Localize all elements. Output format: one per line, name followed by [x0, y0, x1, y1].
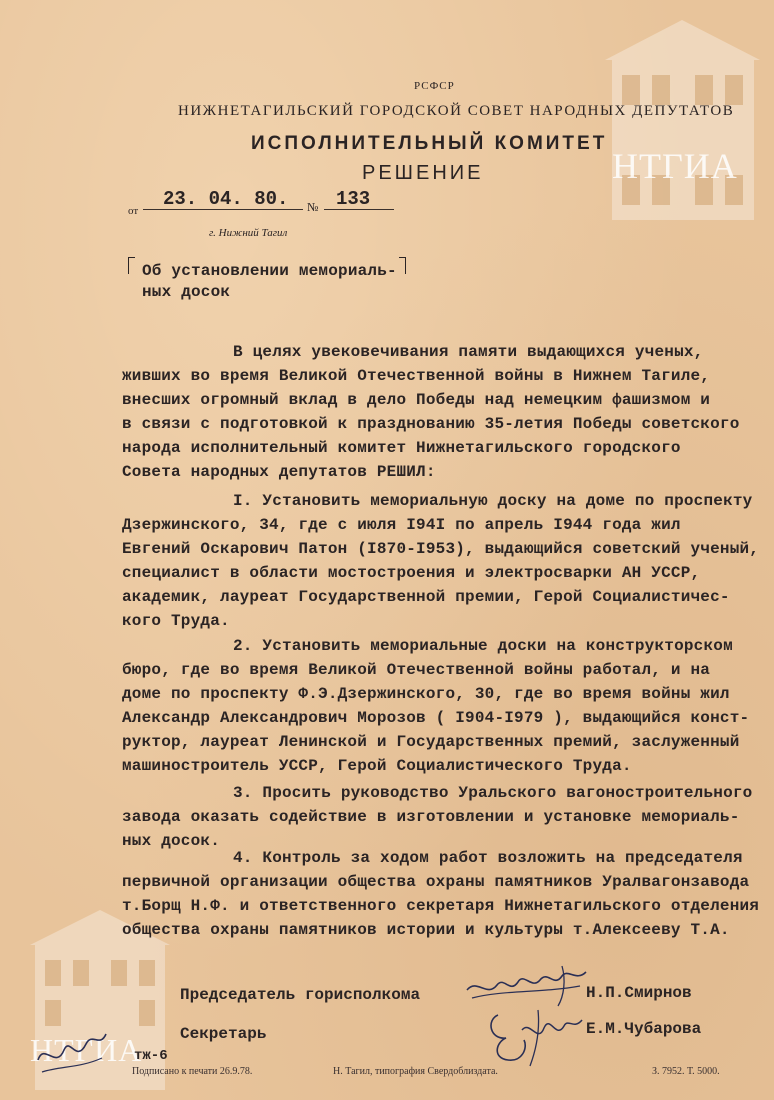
secretary-signature	[478, 1000, 588, 1070]
preamble-line: Совета народных депутатов РЕШИЛ:	[122, 463, 436, 481]
item4-line: 4. Контроль за ходом работ возложить на председателя	[233, 849, 743, 867]
item4-line: общества охраны памятников истории и культуры т.Алексееву Т.А.	[122, 921, 730, 939]
item2-line: руктор, лауреат Ленинской и Государственных премий, заслуженный	[122, 733, 740, 751]
archive-building-watermark	[600, 15, 765, 225]
footer-order: З. 7952. Т. 5000.	[652, 1066, 720, 1077]
margin-scribble	[30, 1020, 110, 1080]
item2-line: бюро, где во время Великой Отечественной войны работал, и на	[122, 661, 711, 679]
preamble-line: живших во время Великой Отечественной войны в Нижнем Тагиле,	[122, 367, 711, 385]
item2-line: Александр Александрович Морозов ( I904-I979 ), выдающийся конст-	[122, 709, 750, 727]
subject-line-1: Об установлении мемориаль-	[142, 262, 397, 280]
typist-mark: тж-6	[134, 1048, 168, 1064]
document-type: РЕШЕНИЕ	[362, 162, 484, 184]
secretary-name: Е.М.Чубарова	[586, 1020, 702, 1038]
item2-line: машиностроитель УССР, Герой Социалистического Труда.	[122, 757, 632, 775]
subject-line-2: ных досок	[142, 283, 231, 301]
committee-title: ИСПОЛНИТЕЛЬНЫЙ КОМИТЕТ	[251, 133, 608, 154]
decision-date: 23. 04. 80.	[163, 188, 289, 210]
item2-line: доме по проспекту Ф.Э.Дзержинского, 30, где во время войны жил	[122, 685, 730, 703]
secretary-label: Секретарь	[180, 1025, 267, 1043]
item1-line: академик, лауреат Государственной премии, Герой Социалистичес-	[122, 588, 730, 606]
item3-line: 3. Просить руководство Уральского вагоностроительного	[233, 784, 753, 802]
preamble-line: В целях увековечивания памяти выдающихся ученых,	[233, 343, 704, 361]
city-label: г. Нижний Тагил	[209, 227, 288, 239]
item4-line: т.Борщ Н.Ф. и ответственного секретаря Нижнетагильского отделения	[122, 897, 760, 915]
council-name: НИЖНЕТАГИЛЬСКИЙ ГОРОДСКОЙ СОВЕТ НАРОДНЫХ ДЕПУТАТОВ	[178, 103, 735, 119]
item3-line: завода оказать содействие в изготовлении и установке мемориаль-	[122, 808, 740, 826]
number-underline	[324, 209, 394, 210]
decision-number: 133	[336, 188, 371, 210]
date-prefix: от	[128, 205, 139, 217]
watermark-text-bottom: НТГИА	[30, 1032, 143, 1068]
subject-bracket-left	[128, 257, 135, 274]
item3-line: ных досок.	[122, 832, 221, 850]
item1-line: Евгений Оскарович Патон (I870-I953), выдающийся советский ученый,	[122, 540, 760, 558]
item4-line: первичной организации общества охраны памятников Уралвагонзавода	[122, 873, 750, 891]
number-prefix: №	[307, 200, 319, 214]
date-underline	[143, 209, 303, 210]
watermark-text-top: НТГИА	[612, 146, 738, 186]
item2-line: 2. Установить мемориальные доски на конструкторском	[233, 637, 733, 655]
item1-line: кого Труда.	[122, 612, 230, 630]
item1-line: Дзержинского, 34, где с июля I94I по апрель I944 года жил	[122, 516, 681, 534]
preamble-line: внесших огромный вклад в дело Победы над немецким фашизмом и	[122, 391, 711, 409]
footer-printer: Н. Тагил, типография Свердоблиздата.	[333, 1066, 498, 1077]
subject-bracket-right	[399, 257, 406, 274]
footer-signed: Подписано к печати 26.9.78.	[132, 1066, 253, 1077]
republic-label: РСФСР	[414, 80, 455, 92]
chair-name: Н.П.Смирнов	[586, 984, 692, 1002]
item1-line: специалист в области мостостроения и электросварки АН УССР,	[122, 564, 701, 582]
item1-line: I. Установить мемориальную доску на доме по проспекту	[233, 492, 753, 510]
preamble-line: народа исполнительный комитет Нижнетагильского городского	[122, 439, 681, 457]
preamble-line: в связи с подготовкой к празднованию 35-летия Победы советского	[122, 415, 740, 433]
chair-label: Председатель горисполкома	[180, 986, 421, 1004]
